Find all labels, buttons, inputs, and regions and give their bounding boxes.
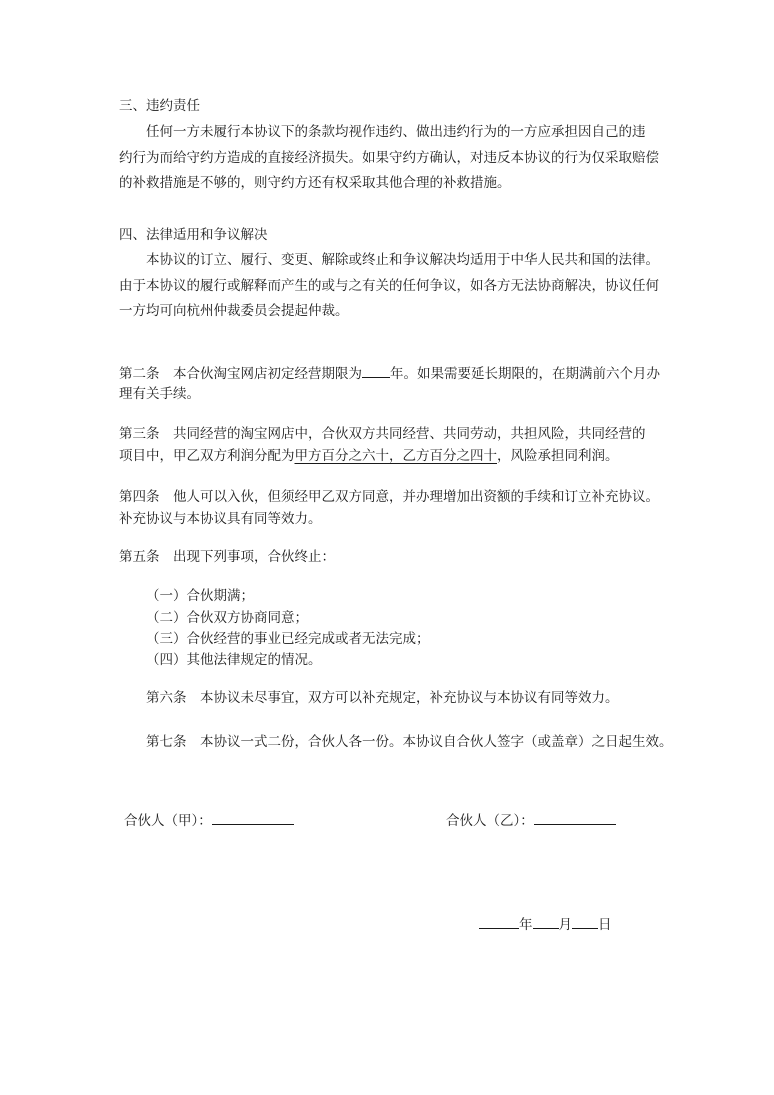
section4-line-2: 由于本协议的履行或解释而产生的或与之有关的任何争议，如各方无法协商解决，协议任何 — [119, 278, 659, 294]
article2-text-pre: 第二条 本合伙淘宝网店初定经营期限为 — [119, 366, 362, 382]
article3-line-1: 第三条 共同经营的淘宝网店中，合伙双方共同经营、共同劳动，共担风险，共同经营的 — [119, 426, 646, 442]
partyA-signature-line — [212, 809, 294, 825]
article6-text: 第六条 本协议未尽事宜，双方可以补充规定，补充协议与本协议有同等效力。 — [146, 690, 619, 706]
partyB-signature — [446, 809, 616, 831]
article4-line-2: 补充协议与本协议具有同等效力。 — [119, 511, 322, 527]
article7-text: 第七条 本协议一式二份，合伙人各一份。本协议自合伙人签字（或盖章）之日起生效。 — [146, 734, 673, 750]
date-line — [479, 913, 612, 935]
article3-text-post: ，风险承担同利润。 — [497, 448, 619, 464]
article3-text-pre: 项目中，甲乙双方利润分配为 — [119, 448, 295, 464]
profit-split-text: 甲方百分之六十，乙方百分之四十 — [294, 448, 497, 464]
article5-item-3: （三）合伙经营的事业已经完成或者无法完成； — [146, 631, 430, 647]
section3-line-2: 约行为而给守约方造成的直接经济损失。如果守约方确认，对违反本协议的行为仅采取赔偿 — [119, 150, 659, 166]
article3-line-2 — [119, 446, 619, 466]
term-years-blank — [362, 362, 390, 378]
section4-line-3: 一方均可向杭州仲裁委员会提起仲裁。 — [119, 303, 349, 319]
section3-line-1: 任何一方未履行本协议下的条款均视作违约、做出违约行为的一方应承担因自己的违 — [146, 124, 646, 140]
month-label: 月 — [558, 917, 572, 933]
section3-heading: 三、违约责任 — [119, 98, 200, 114]
article5-item-1: （一）合伙期满； — [146, 588, 254, 604]
article5-item-4: （四）其他法律规定的情况。 — [146, 652, 322, 668]
day-blank — [572, 913, 598, 929]
partyA-signature — [124, 809, 294, 831]
partyA-label: 合伙人（甲）： — [124, 813, 212, 829]
section3-line-3: 的补救措施是不够的，则守约方还有权采取其他合理的补救措施。 — [119, 175, 511, 191]
month-blank — [533, 913, 559, 929]
article2-text-post: 年。如果需要延长期限的，在期满前六个月办 — [390, 366, 660, 382]
year-blank — [479, 913, 519, 929]
article5-item-2: （二）合伙双方协商同意； — [146, 610, 308, 626]
section4-heading: 四、法律适用和争议解决 — [119, 227, 268, 243]
year-label: 年 — [519, 917, 533, 933]
article4-line-1: 第四条 他人可以入伙，但须经甲乙双方同意，并办理增加出资额的手续和订立补充协议。 — [119, 489, 659, 505]
day-label: 日 — [598, 917, 612, 933]
article5-line-1: 第五条 出现下列事项，合伙终止： — [119, 549, 335, 565]
article2-line-1 — [119, 362, 660, 384]
partyB-label: 合伙人（乙）： — [446, 813, 534, 829]
article2-line-2: 理有关手续。 — [119, 386, 200, 402]
section4-line-1: 本协议的订立、履行、变更、解除或终止和争议解决均适用于中华人民共和国的法律。 — [146, 252, 659, 268]
partyB-signature-line — [534, 809, 616, 825]
